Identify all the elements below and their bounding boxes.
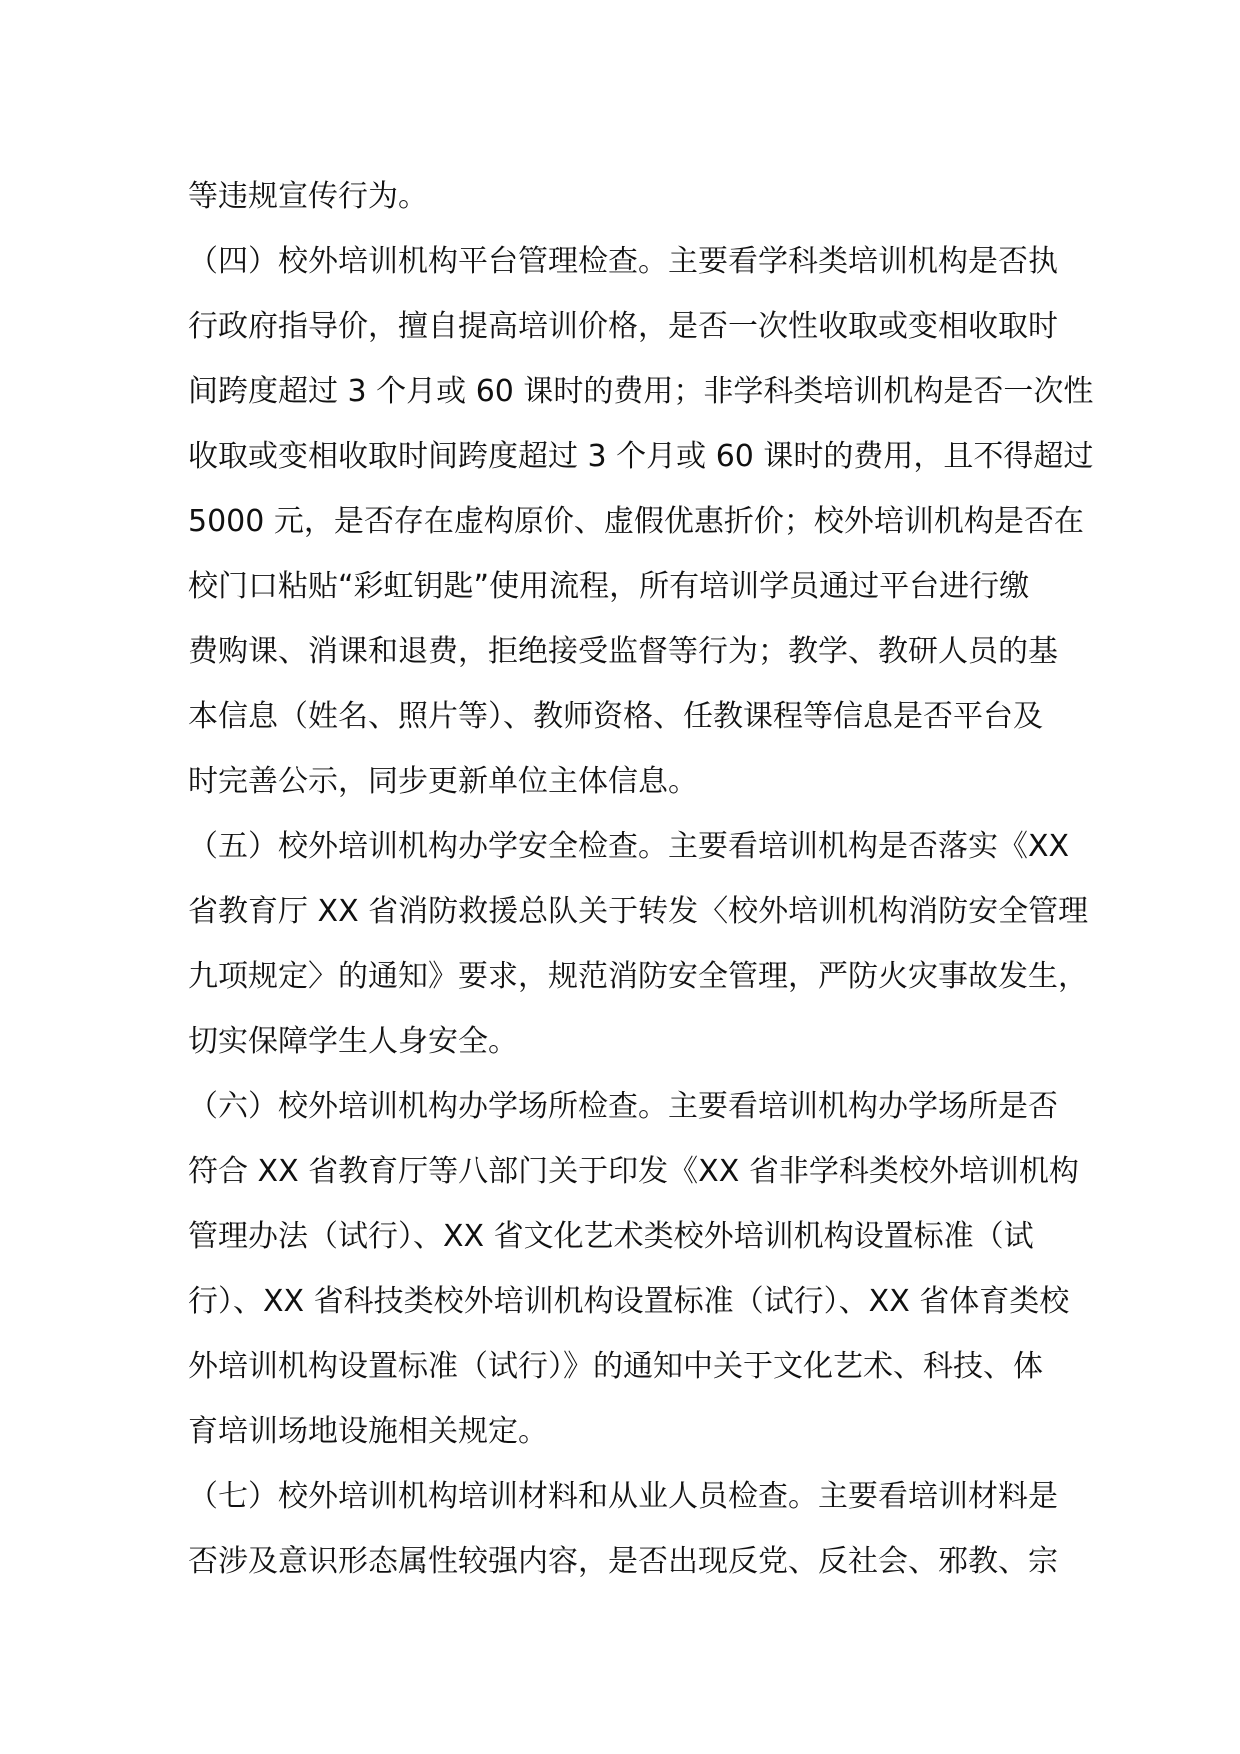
text-line: 时完善公示，同步更新单位主体信息。 [188,764,698,799]
text-line: 5000 元，是否存在虚构原价、虚假优惠折价；校外培训机构是否在 [188,504,1084,539]
text-line: 省教育厅 XX 省消防救援总队关于转发〈校外培训机构消防安全管理 [188,894,1089,929]
text-line: 行）、XX 省科技类校外培训机构设置标准（试行）、XX 省体育类校 [188,1284,1070,1319]
text-line: 否涉及意识形态属性较强内容，是否出现反党、反社会、邪教、宗 [188,1544,1058,1579]
text-line: 校门口粘贴“彩虹钥匙”使用流程，所有培训学员通过平台进行缴 [188,569,1030,604]
text-line: 管理办法（试行）、XX 省文化艺术类校外培训机构设置标准（试 [188,1219,1034,1254]
text-line: 间跨度超过 3 个月或 60 课时的费用；非学科类培训机构是否一次性 [188,374,1094,409]
text-line: 九项规定〉的通知》要求，规范消防安全管理，严防火灾事故发生， [188,959,1088,994]
text-line: （七）校外培训机构培训材料和从业人员检查。主要看培训材料是 [188,1479,1058,1514]
text-line: （六）校外培训机构办学场所检查。主要看培训机构办学场所是否 [188,1089,1058,1124]
document-body [188,164,1094,1594]
text-line: （四）校外培训机构平台管理检查。主要看学科类培训机构是否执 [188,244,1058,279]
text-line: 收取或变相收取时间跨度超过 3 个月或 60 课时的费用，且不得超过 [188,439,1094,474]
text-line: 育培训场地设施相关规定。 [188,1414,548,1449]
text-line: 符合 XX 省教育厅等八部门关于印发《XX 省非学科类校外培训机构 [188,1154,1079,1189]
text-line: （五）校外培训机构办学安全检查。主要看培训机构是否落实《XX [188,829,1070,864]
text-line: 切实保障学生人身安全。 [188,1024,518,1059]
text-line: 外培训机构设置标准（试行）》的通知中关于文化艺术、科技、体 [188,1349,1043,1384]
text-line: 本信息（姓名、照片等）、教师资格、任教课程等信息是否平台及 [188,699,1043,734]
text-line: 等违规宣传行为。 [188,179,428,214]
text-line: 行政府指导价，擅自提高培训价格，是否一次性收取或变相收取时 [188,309,1058,344]
text-line: 费购课、消课和退费，拒绝接受监督等行为；教学、教研人员的基 [188,634,1058,669]
